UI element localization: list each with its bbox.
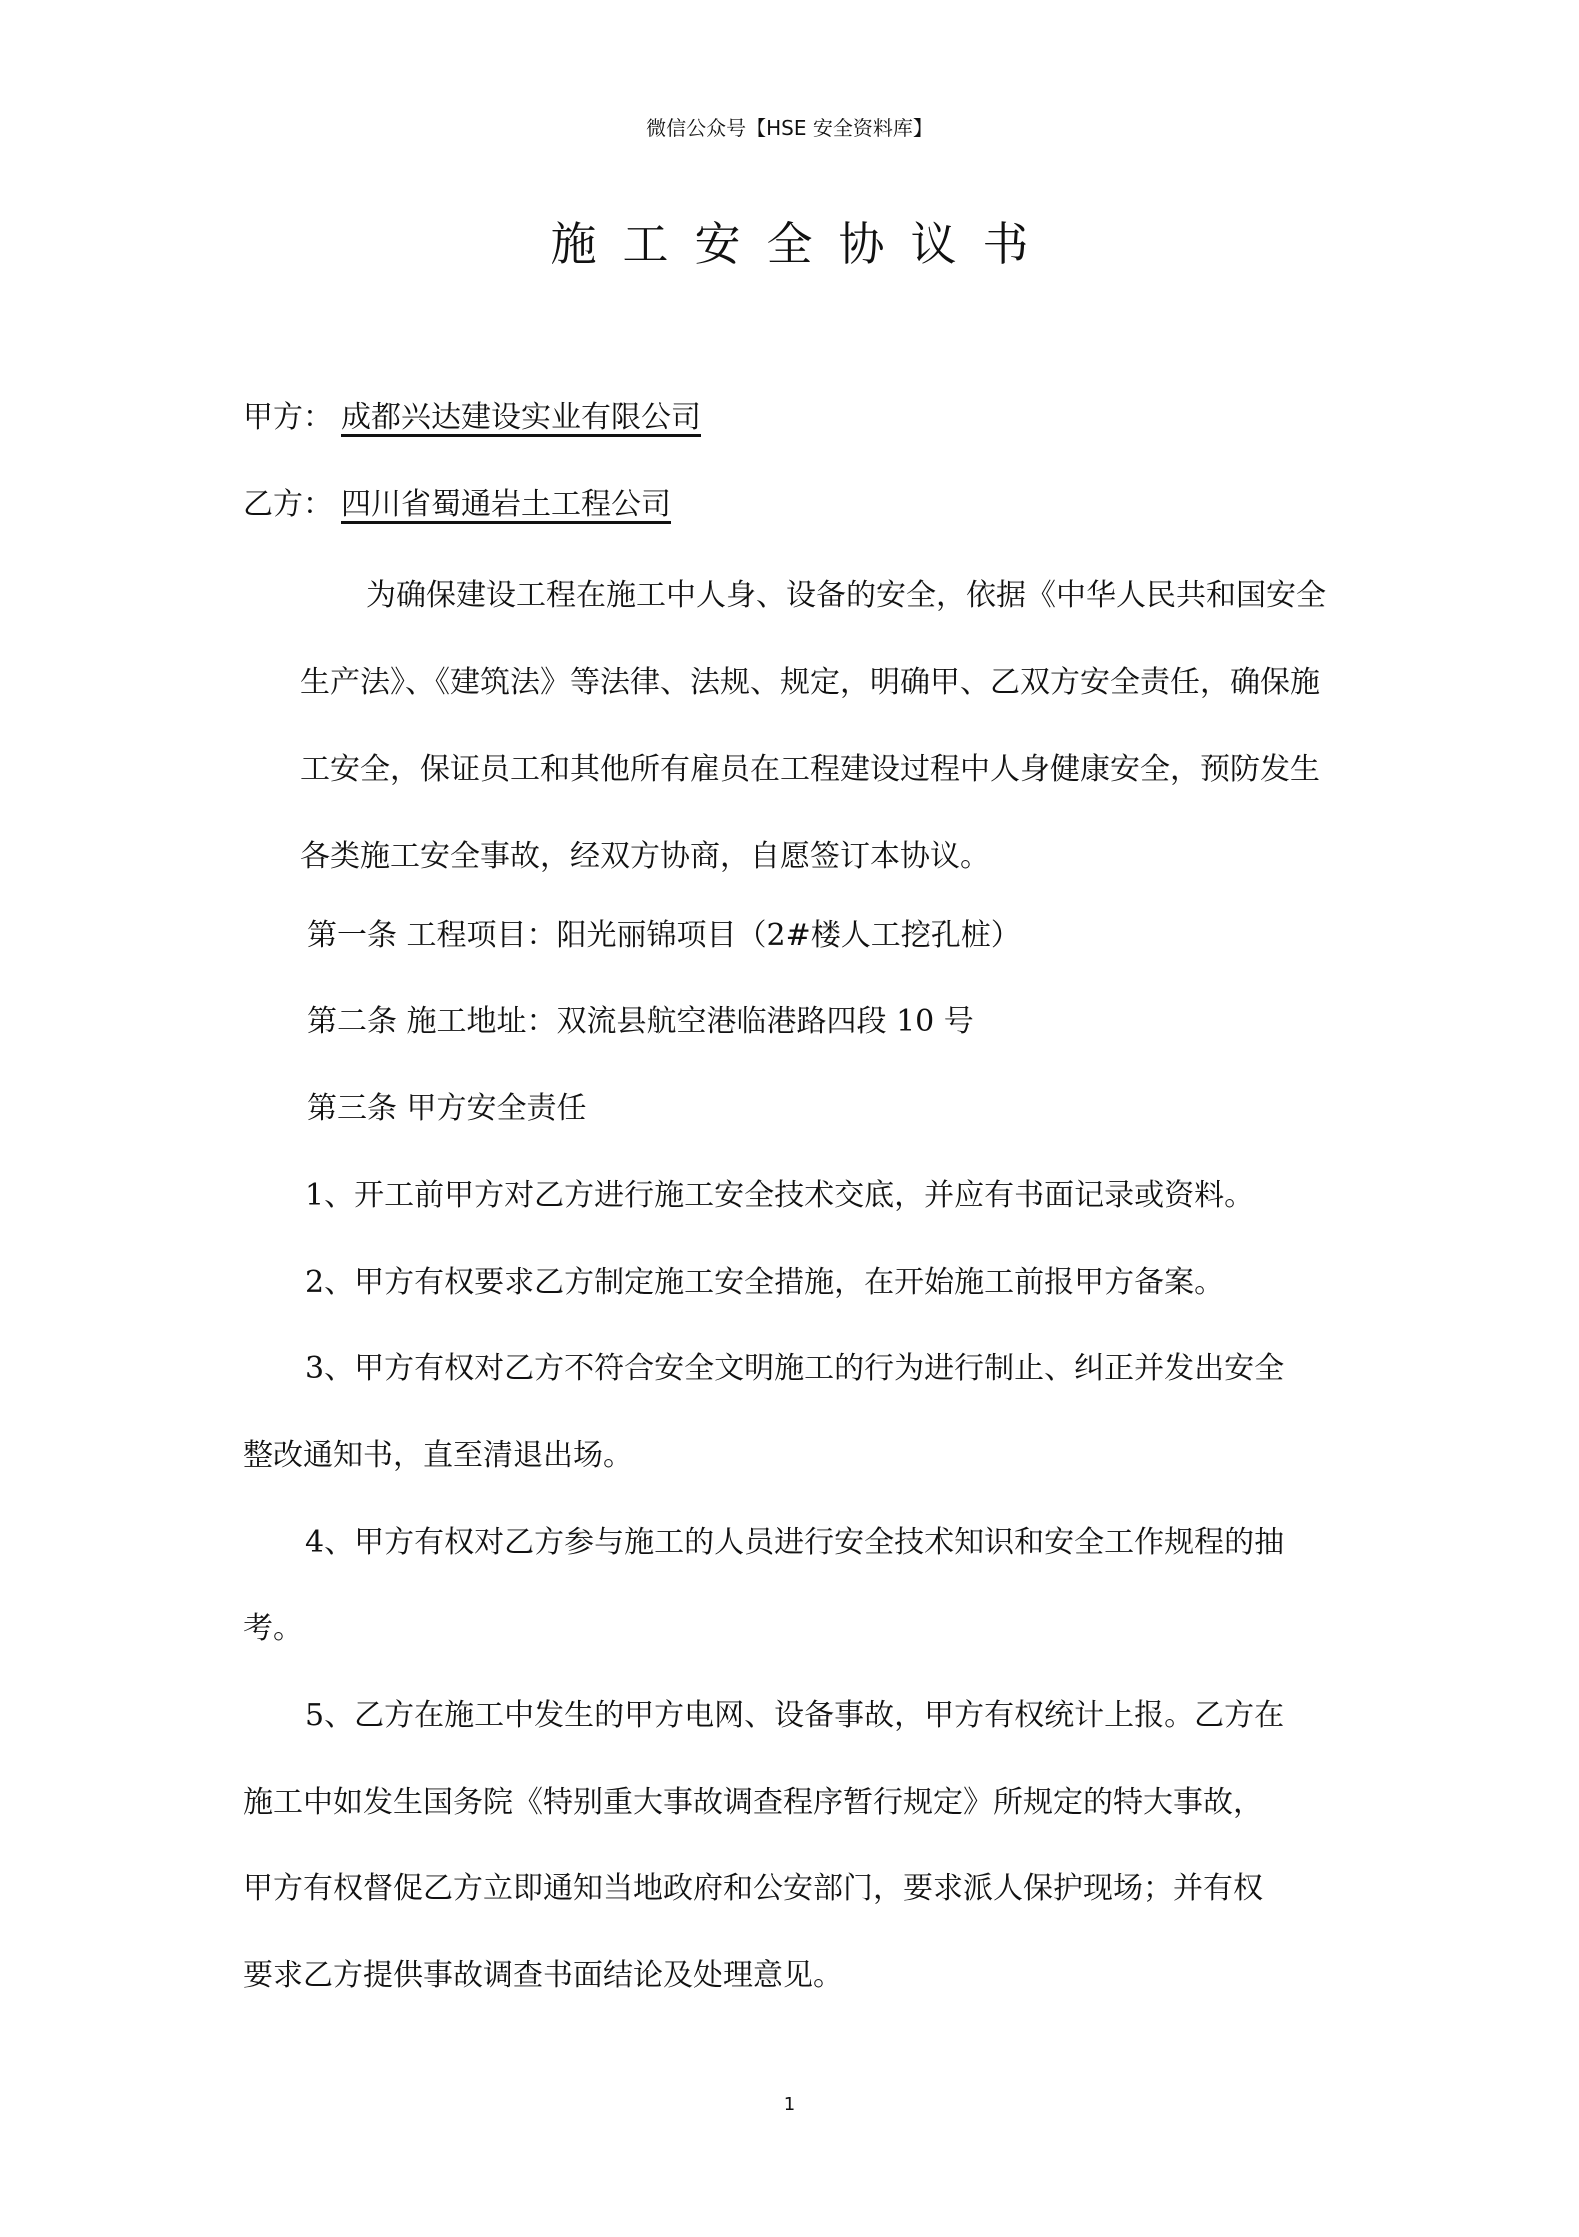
party-b-line [243, 479, 689, 523]
item-4-line-1: 4、甲方有权对乙方参与施工的人员进行安全技术知识和安全工作规程的抽 [305, 1525, 1285, 1560]
item-5-line-1: 5、乙方在施工中发生的甲方电网、设备事故，甲方有权统计上报。乙方在 [305, 1698, 1285, 1733]
item-5-line-3: 甲方有权督促乙方立即通知当地政府和公安部门，要求派人保护现场；并有权 [243, 1871, 1263, 1906]
page-number: 1 [783, 2094, 796, 2115]
article-2: 第二条 施工地址：双流县航空港临港路四段 10 号 [307, 1004, 974, 1039]
party-b-label: 乙方： [243, 487, 333, 522]
party-b-name: 四川省蜀通岩土工程公司 [341, 487, 671, 522]
document-title: 施工安全协议书 [550, 217, 1055, 271]
article-3: 第三条 甲方安全责任 [307, 1091, 587, 1126]
item-5-line-2: 施工中如发生国务院《特别重大事故调查程序暂行规定》所规定的特大事故， [243, 1785, 1263, 1820]
item-2: 2、甲方有权要求乙方制定施工安全措施，在开始施工前报甲方备案。 [305, 1265, 1225, 1300]
party-a-name: 成都兴达建设实业有限公司 [341, 400, 701, 435]
item-3-line-1: 3、甲方有权对乙方不符合安全文明施工的行为进行制止、纠正并发出安全 [305, 1351, 1285, 1386]
intro-paragraph: 为确保建设工程在施工中人身、设备的安全，依据《中华人民共和国安全生产法》、《建筑法》等法律、法规、规定，明确甲、乙双方安全责任，确保施工安全，保证员工和其他所有雇员在工程建设过程中人身健康安全，预防发生各类施工安全事故，经双方协商，自愿签订本协议。 [300, 578, 1326, 874]
item-4-line-2: 考。 [243, 1611, 303, 1646]
item-1: 1、开工前甲方对乙方进行施工安全技术交底，并应有书面记录或资料。 [305, 1178, 1255, 1213]
party-a-label: 甲方： [243, 400, 333, 435]
item-5-line-4: 要求乙方提供事故调查书面结论及处理意见。 [243, 1958, 843, 1993]
article-1: 第一条 工程项目：阳光丽锦项目（2#楼人工挖孔桩） [307, 918, 1021, 953]
party-a-line [243, 392, 719, 436]
page-header: 微信公众号【HSE 安全资料库】 [646, 116, 933, 140]
item-3-line-2: 整改通知书，直至清退出场。 [243, 1438, 633, 1473]
